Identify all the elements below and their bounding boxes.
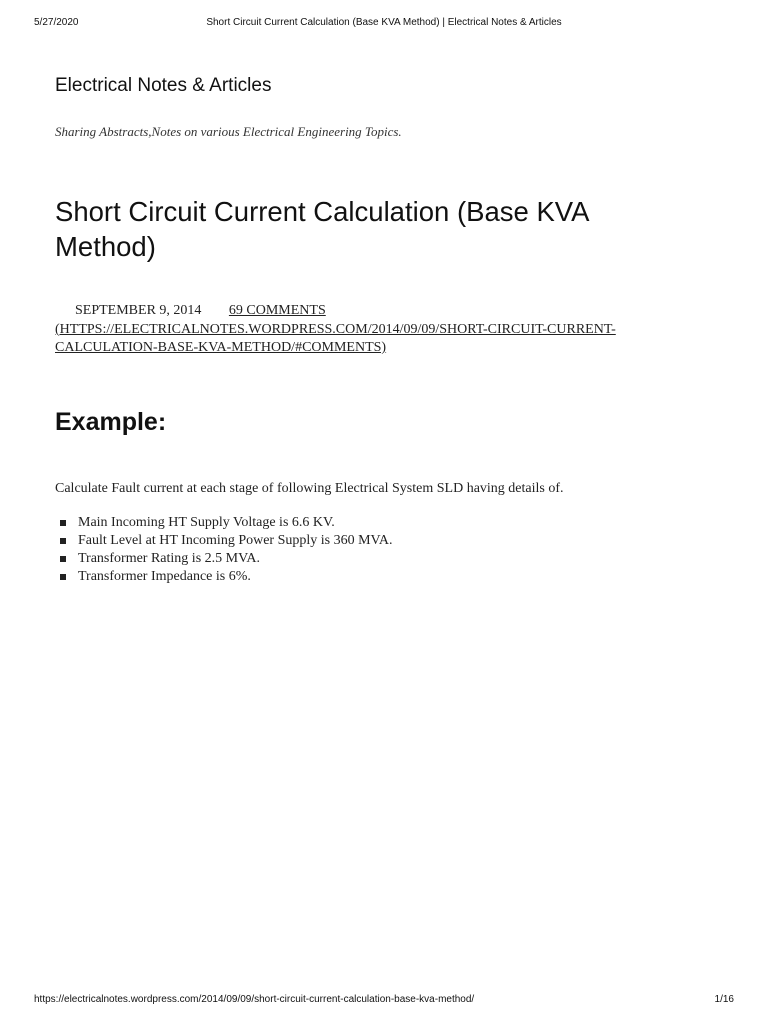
- print-header-date: 5/27/2020: [34, 17, 79, 28]
- square-bullet-icon: [60, 556, 66, 562]
- detail-list: [55, 514, 392, 586]
- post-date: SEPTEMBER 9, 2014: [75, 303, 202, 318]
- intro-paragraph: Calculate Fault current at each stage of following Electrical System SLD having details of.: [55, 481, 564, 496]
- site-tagline: Sharing Abstracts,Notes on various Electrical Engineering Topics.: [55, 124, 402, 139]
- square-bullet-icon: [60, 520, 66, 526]
- list-item-text: Transformer Rating is 2.5 MVA.: [78, 551, 261, 566]
- post-title: Short Circuit Current Calculation (Base KVA Method): [55, 196, 588, 262]
- list-item-text: Fault Level at HT Incoming Power Supply is 360 MVA.: [78, 533, 393, 548]
- list-item: [55, 514, 392, 532]
- square-bullet-icon: [60, 574, 66, 580]
- post-meta: [55, 302, 715, 358]
- comments-url-link[interactable]: (HTTPS://ELECTRICALNOTES.WORDPRESS.COM/2014/09/09/SHORT-CIRCUIT-CURRENT-CALCULATION-BASE-KVA-METHOD/#COMMENTS): [55, 321, 616, 355]
- list-item: [55, 568, 392, 586]
- print-footer-url: https://electricalnotes.wordpress.com/2014/09/09/short-circuit-current-calculation-base-kva-method/: [34, 994, 475, 1005]
- print-header-title: Short Circuit Current Calculation (Base KVA Method) | Electrical Notes & Articles: [206, 17, 562, 28]
- site-title-link[interactable]: Electrical Notes & Articles: [55, 75, 272, 96]
- list-item: [55, 532, 392, 550]
- print-footer-page-number: 1/16: [714, 994, 734, 1005]
- square-bullet-icon: [60, 538, 66, 544]
- list-item: [55, 550, 392, 568]
- list-item-text: Main Incoming HT Supply Voltage is 6.6 KV.: [78, 515, 335, 530]
- comments-link[interactable]: 69 COMMENTS: [228, 303, 326, 318]
- section-heading: Example:: [55, 408, 167, 436]
- list-item-text: Transformer Impedance is 6%.: [78, 569, 251, 584]
